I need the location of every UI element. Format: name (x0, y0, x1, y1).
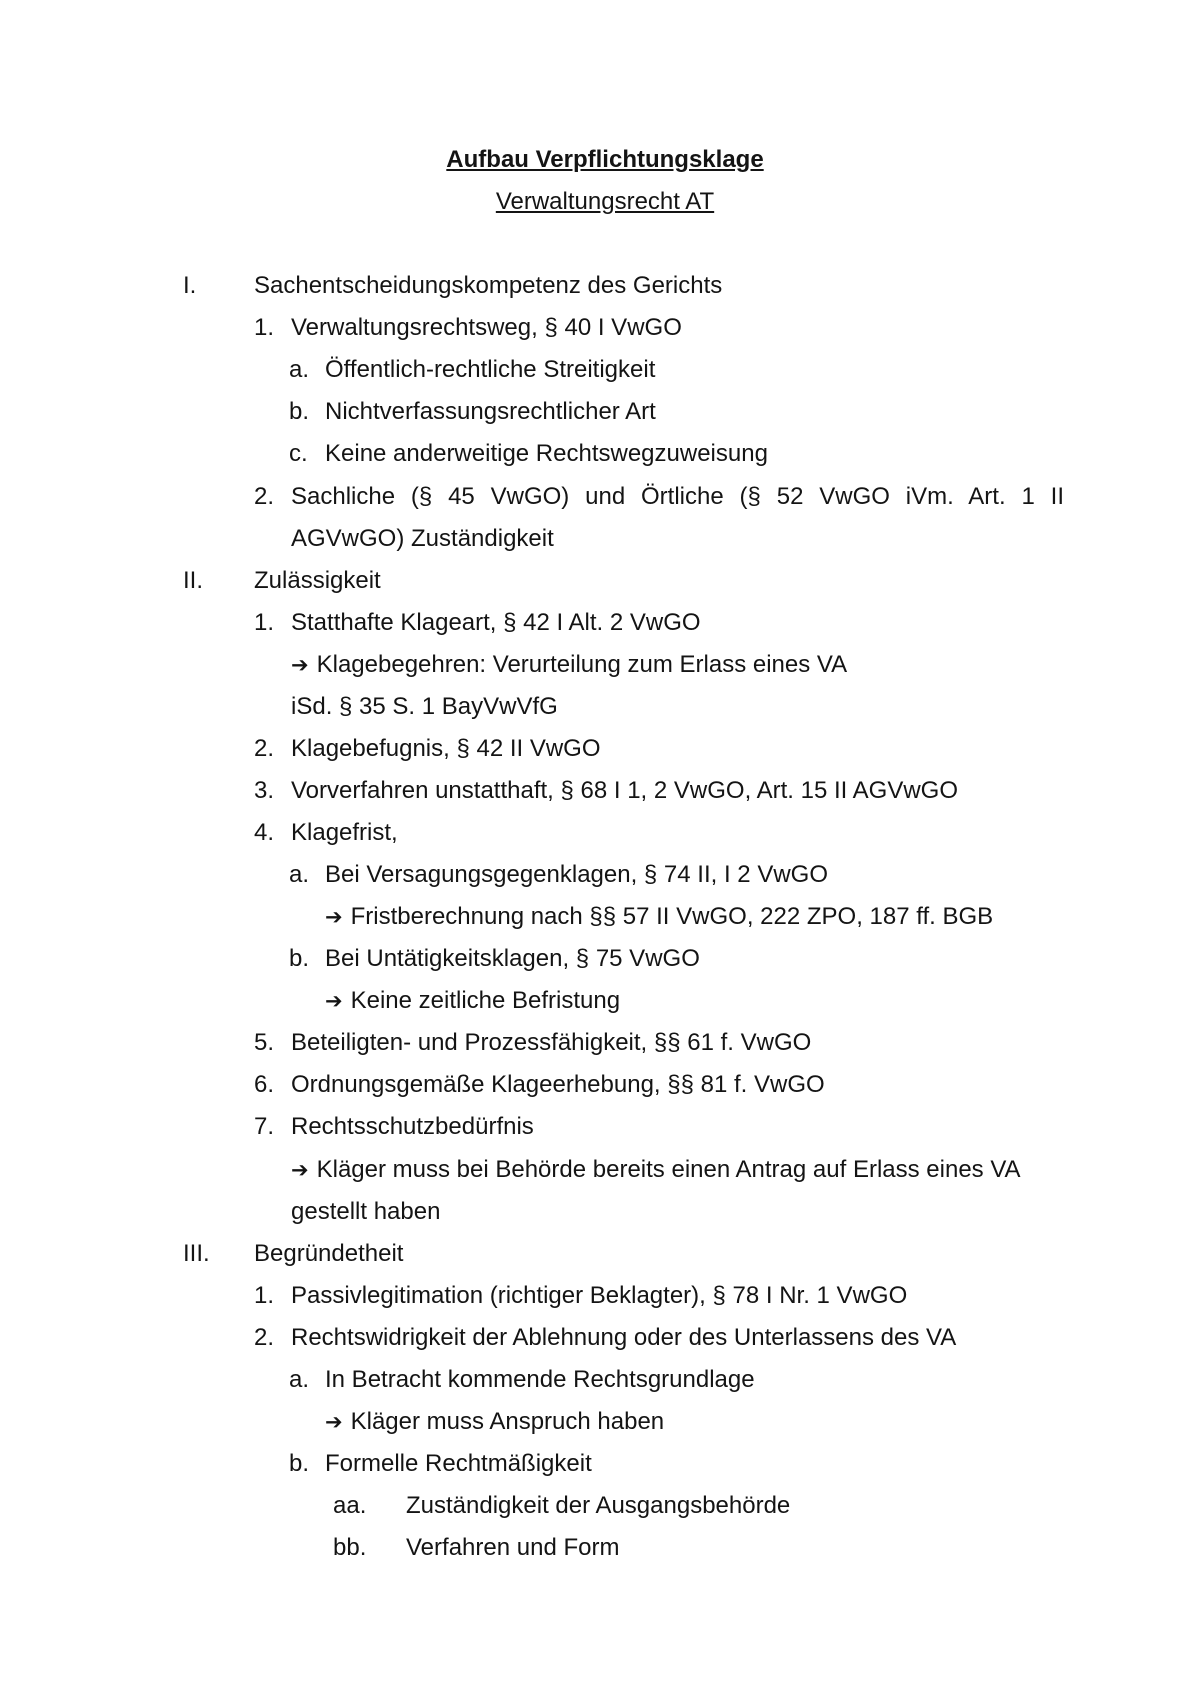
item-number: 7. (254, 1113, 275, 1141)
note-text: Kläger muss bei Behörde bereits einen Antrag auf Erlass eines VA gestellt haben (291, 1155, 1020, 1225)
section-number: III. (183, 1239, 210, 1267)
item-text: Klagebefugnis, § 42 II VwGO (291, 734, 601, 762)
sub-item-letter: a. (289, 356, 310, 384)
sub-item-text: In Betracht kommende Rechtsgrundlage (325, 1365, 755, 1393)
section-number: II. (183, 566, 204, 594)
sub-item-letter: c. (289, 440, 308, 468)
section-number: I. (183, 272, 197, 300)
list-item (0, 476, 1200, 560)
item-text: Rechtsschutzbedürfnis (291, 1113, 534, 1141)
item-number: 2. (254, 1323, 275, 1351)
section-title: Zulässigkeit (254, 566, 381, 594)
note (0, 1401, 1200, 1443)
note-text: Fristberechnung nach §§ 57 II VwGO, 222 ZPO, 187 ff. BGB (350, 903, 994, 931)
sub-list-item (0, 391, 1200, 433)
sub-item-letter: a. (289, 1365, 310, 1393)
sub-item-letter: b. (289, 945, 310, 973)
section-heading (0, 560, 1200, 602)
list-item (0, 1022, 1200, 1064)
subtitle-row (146, 181, 1064, 223)
sub-item-text: Formelle Rechtmäßigkeit (325, 1449, 592, 1477)
item-number: 1. (254, 1281, 275, 1309)
sub-list-item (0, 349, 1200, 391)
item-text: Vorverfahren unstatthaft, § 68 I 1, 2 VwGO, Art. 15 II AGVwGO (291, 776, 958, 804)
sub-item-text: Bei Versagungsgegenklagen, § 74 II, I 2 VwGO (325, 861, 828, 889)
note-line (325, 1401, 1064, 1443)
item-text: Statthafte Klageart, § 42 I Alt. 2 VwGO (291, 608, 701, 636)
section-title: Sachentscheidungskompetenz des Gerichts (254, 272, 723, 300)
list-item (0, 1106, 1200, 1148)
arrow-right-icon (291, 651, 309, 678)
list-item (0, 602, 1200, 644)
document-body (0, 139, 1200, 1569)
note-text: Klagebegehren: Verurteilung zum Erlass eines VA (316, 650, 848, 678)
blank-line (0, 223, 1200, 265)
item-text: Verwaltungsrechtsweg, § 40 I VwGO (291, 314, 682, 342)
list-item (0, 307, 1200, 349)
sub-item-text: Bei Untätigkeitsklagen, § 75 VwGO (325, 945, 700, 973)
note-line (325, 980, 1064, 1022)
note (0, 896, 1200, 938)
item-number: 1. (254, 608, 275, 636)
item-number: 5. (254, 1029, 275, 1057)
item-text: Rechtswidrigkeit der Ablehnung oder des Unterlassens des VA (291, 1323, 957, 1351)
note-text: Keine zeitliche Befristung (350, 987, 621, 1015)
sub-list-item (0, 854, 1200, 896)
list-item (0, 728, 1200, 770)
title-row (146, 139, 1064, 181)
note-line (325, 896, 1064, 938)
list-item (0, 770, 1200, 812)
sub-item-letter: a. (289, 861, 310, 889)
sub-sub-list-item (0, 1485, 1200, 1527)
arrow-right-icon (325, 1408, 343, 1435)
item-text: Passivlegitimation (richtiger Beklagter), § 78 I Nr. 1 VwGO (291, 1281, 908, 1309)
note-text: Kläger muss Anspruch haben (350, 1407, 665, 1435)
note-line (291, 1149, 1064, 1233)
item-number: 6. (254, 1071, 275, 1099)
sub-item-text: Nichtverfassungsrechtlicher Art (325, 398, 656, 426)
item-number: 2. (254, 734, 275, 762)
page-subtitle: Verwaltungsrecht AT (495, 188, 715, 216)
list-item (0, 1275, 1200, 1317)
sub-sub-item-text: Zuständigkeit der Ausgangsbehörde (406, 1492, 791, 1519)
sub-list-item (0, 938, 1200, 980)
sub-list-item (0, 1443, 1200, 1485)
note (0, 644, 1200, 686)
sub-list-item (0, 433, 1200, 475)
note (0, 1149, 1200, 1233)
list-item (0, 1064, 1200, 1106)
item-number: 1. (254, 314, 275, 342)
sub-list-item (0, 1359, 1200, 1401)
section-heading (0, 1233, 1200, 1275)
item-text: Sachliche (§ 45 VwGO) und Örtliche (§ 52 VwGO iVm. Art. 1 II AGVwGO) Zuständigkeit (291, 482, 1064, 552)
item-text: Ordnungsgemäße Klageerhebung, §§ 81 f. VwGO (291, 1071, 825, 1099)
item-number: 4. (254, 819, 275, 846)
sub-item-letter: b. (289, 398, 310, 426)
item-text: Klagefrist, (291, 819, 398, 846)
sub-item-text: Öffentlich-rechtliche Streitigkeit (325, 356, 656, 384)
note-text: iSd. § 35 S. 1 BayVwVfG (291, 692, 558, 720)
sub-sub-item-text: Verfahren und Form (406, 1534, 620, 1562)
sub-sub-list-item (0, 1527, 1200, 1569)
list-item (0, 812, 1200, 854)
sub-sub-item-letter: bb. (333, 1534, 367, 1562)
sub-item-letter: b. (289, 1449, 310, 1477)
note-line (291, 644, 1064, 686)
note-continuation (0, 686, 1200, 728)
section-title: Begründetheit (254, 1239, 404, 1267)
sub-sub-item-letter: aa. (333, 1492, 367, 1519)
item-text: Beteiligten- und Prozessfähigkeit, §§ 61 f. VwGO (291, 1029, 812, 1057)
list-item (0, 1317, 1200, 1359)
arrow-right-icon (325, 903, 343, 930)
page-title: Aufbau Verpflichtungsklage (446, 146, 764, 173)
item-number: 3. (254, 776, 275, 804)
item-number: 2. (254, 482, 275, 510)
section-heading (0, 265, 1200, 307)
arrow-right-icon (291, 1156, 309, 1183)
arrow-right-icon (325, 987, 343, 1014)
sub-item-text: Keine anderweitige Rechtswegzuweisung (325, 440, 768, 468)
note (0, 980, 1200, 1022)
